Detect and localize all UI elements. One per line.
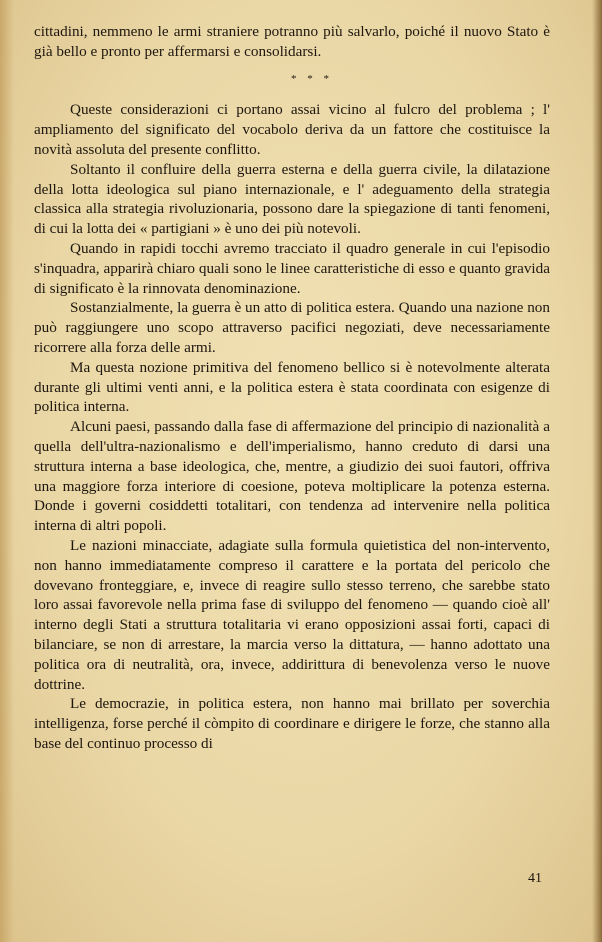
- paragraph: Alcuni paesi, passando dalla fase di affermazione del principio di nazionalità a quella dell'ultra-nazionalismo e dell'imperialismo, hanno creduto di darsi una struttura interna a base ideologica, che, mentre, a giudizio dei suoi fautori, offriva una maggiore forza interiore di coesione, poteva moltiplicare la potenza esterna. Donde i governi cosiddetti totalitari, con tendenza ad intervenire nella politica interna di altri popoli.: [34, 418, 550, 535]
- paragraph: Ma questa nozione primitiva del fenomeno bellico si è notevolmente alterata durante gli ultimi venti anni, e la politica estera è stata coordinata con esigenze di politica interna.: [34, 358, 550, 416]
- paragraph: Quando in rapidi tocchi avremo tracciato il quadro generale in cui l'episodio s'inquadra, apparirà chiaro quali sono le linee caratteristiche di esso e quanto gravida di significato è la rinnovata denominazione.: [34, 239, 550, 297]
- paragraph: Queste considerazioni ci portano assai vicino al fulcro del problema ; l' ampliamento del significato del vocabolo deriva da un fattore che costituisce la novità assoluta del presente conflitto.: [34, 101, 550, 158]
- paragraph: Le nazioni minacciate, adagiate sulla formula quietistica del non-intervento, non hanno immediatamente compreso il carattere e la portata del pericolo che dovevano fronteggiare, e, invece di reagire sullo stesso terreno, che sarebbe stato loro assai favorevole nella prima fase di sviluppo del fenomeno — quando cioè all' interno degli Stati a struttura totalitaria vi erano opposizioni assai forti, capaci di bilanciare, se non di arrestare, la marcia verso la dittatura, — hanno adottato una politica ora di neutralità, ora, invece, addirittura di benevolenza verso le nuove dottrine.: [34, 536, 550, 693]
- page-number: 41: [528, 871, 542, 886]
- paragraph: Sostanzialmente, la guerra è un atto di politica estera. Quando una nazione non può raggiungere uno scopo attraverso pacifici negoziati, deve necessariamente ricorrere alla forza delle armi.: [34, 299, 550, 356]
- section-break: * * *: [291, 72, 333, 85]
- paragraph: Le democrazie, in politica estera, non hanno mai brillato per soverchia intelligenza, forse perché il còmpito di coordinare e dirigere le forze, che stanno alla base del continuo processo di: [34, 695, 550, 752]
- page-body: [34, 22, 550, 754]
- paragraph: Soltanto il confluire della guerra esterna e della guerra civile, la dilatazione della lotta ideologica sul piano internazionale, e l' adeguamento della strategia classica alla strategia rivoluzionaria, possono dare la spiegazione di tanti fenomeni, di cui la lotta dei « partigiani » è uno dei più notevoli.: [34, 160, 550, 238]
- paragraph-continuation: cittadini, nemmeno le armi straniere potranno più salvarlo, poiché il nuovo Stato è già bello e pronto per affermarsi e consolidarsi.: [34, 23, 550, 60]
